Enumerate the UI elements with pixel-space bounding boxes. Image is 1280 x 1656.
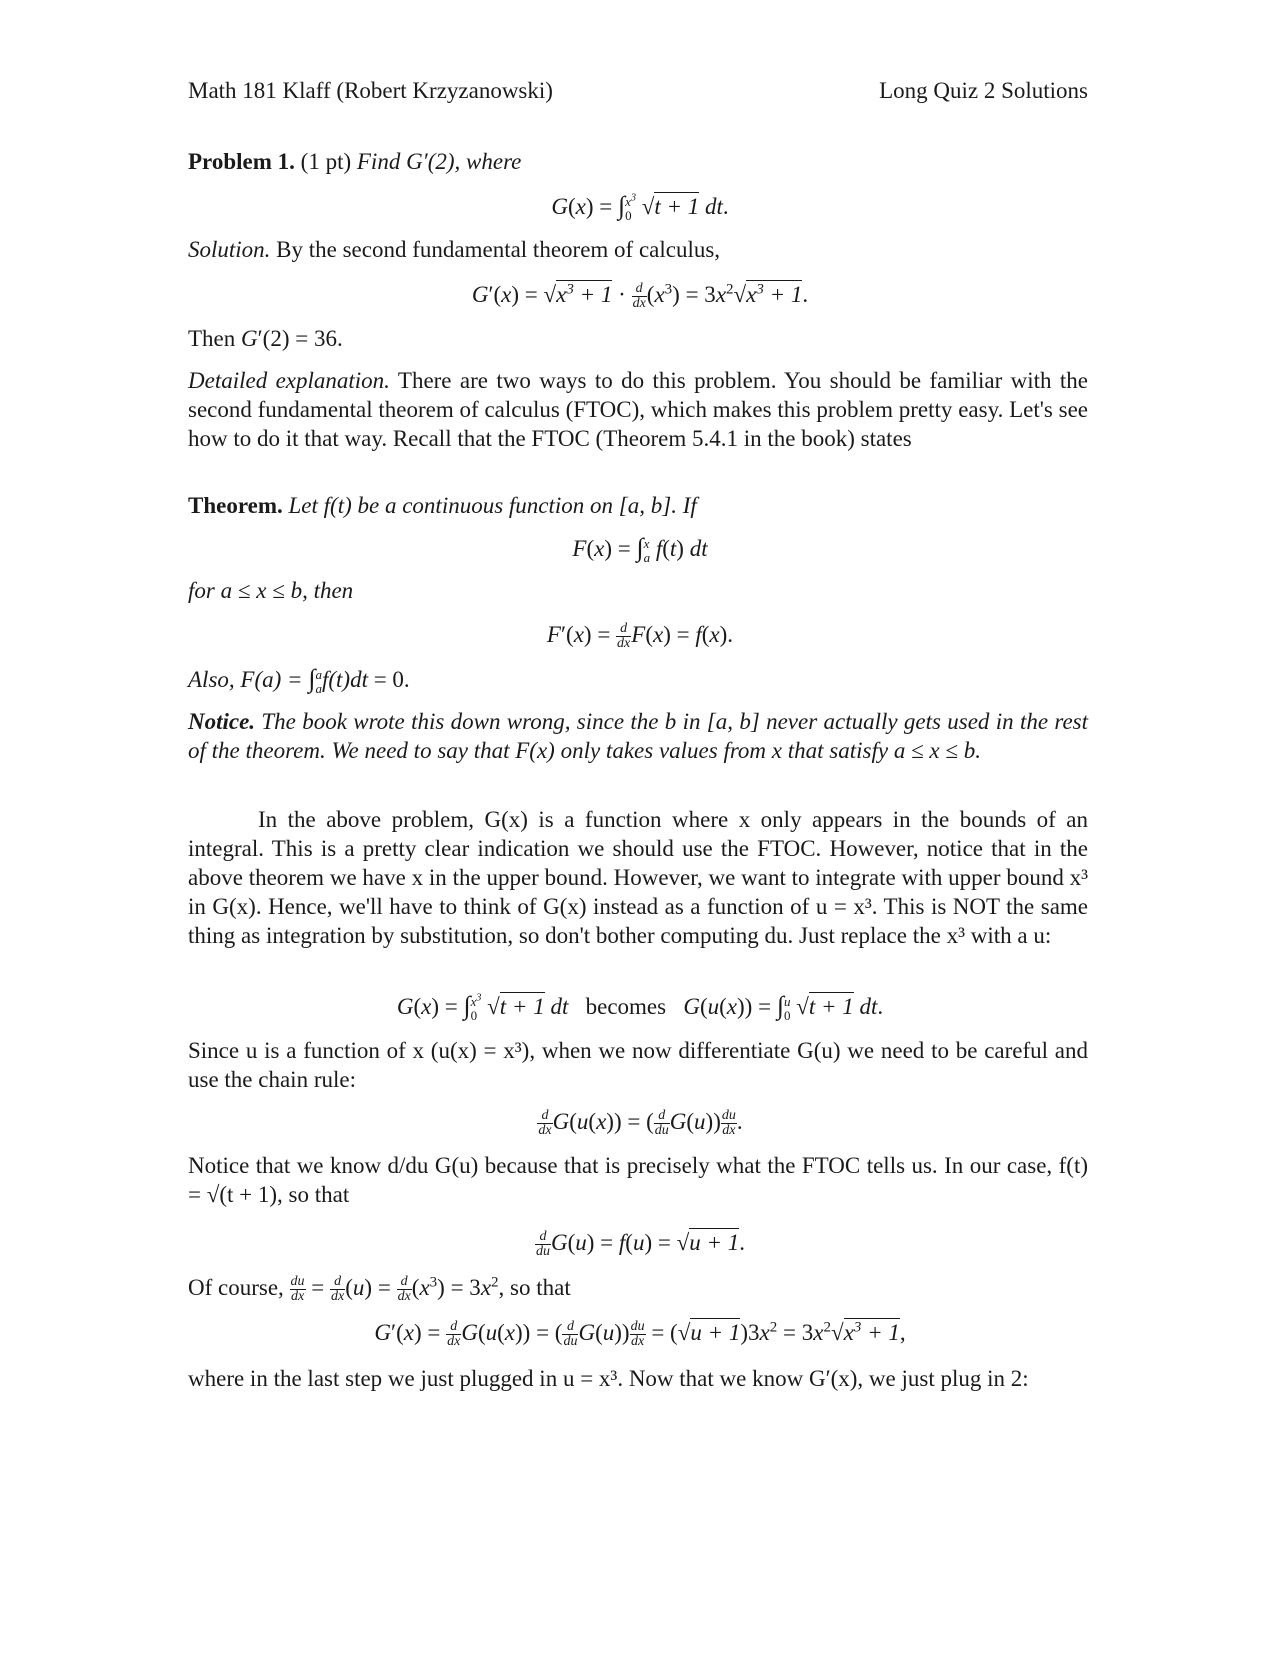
notice-paragraph — [188, 707, 1088, 765]
solution-equation: $G'(x) = √x^3 + 1$ · $\frac{d}{dx}$ $(x^3) = 3x^2√x^3 + 1$. — [471, 281, 809, 312]
body-paragraph-4: Of course, $\frac{du}{dx}$ = $\frac{d}{dx}$ (u) = $\frac{d}{dx}$ $(x^3) = 3x^2$, so that — [188, 1274, 571, 1305]
problem-label: Problem 1. — [188, 149, 295, 174]
theorem-also: Also, F(a) = ∫a af(t)dt = 0. — [188, 664, 410, 696]
notice-label: Notice. — [188, 709, 256, 734]
problem-prompt: Find G′(2), where — [356, 149, 522, 174]
solution-result: Then G′(2) = 36. — [188, 326, 343, 351]
problem-equation: $G(x) = \int x^3$ 0 √t + 1 dt. — [551, 191, 729, 223]
theorem-condition: for a ≤ x ≤ b, then — [188, 578, 354, 603]
theorem-equation-2: F′(x) = $\frac{d}{dx}$ F(x) = f(x). — [546, 621, 734, 652]
body-equation-2: $\frac{d}{dx}$ G(u(x)) = ( $\frac{d}{du}$ G(u)) $\frac{du}{dx}$ . — [538, 1108, 743, 1139]
body-paragraph-3: Notice that we know d/du G(u) because that is precisely what the FTOC tells us. In our case, f(t) = √(t + 1), so that — [188, 1153, 1088, 1207]
solution-intro — [188, 235, 1088, 264]
body-equation-1: $G(x) = \int x^3$ 0 √t + 1 dt becomes G(u(x)) = ∫u 0 √t + 1 dt. — [396, 991, 884, 1023]
body-paragraph-2: Since u is a function of x (u(x) = x³), when we now differentiate G(u) we need to be careful and use the chain rule: — [188, 1038, 1088, 1092]
theorem-statement: Theorem. Let f(t) be a continuous function on [a, b]. If — [188, 493, 697, 518]
theorem-equation-1: F(x) = ∫x a f(t) dt — [572, 533, 708, 565]
explanation-paragraph — [188, 366, 1088, 453]
theorem-label: Theorem. — [188, 493, 283, 518]
notice-text: The book wrote this down wrong, since the b in [a, b] never actually gets used in the rest of the theorem. We need to say that F(x) only takes values from x that satisfy a ≤ x ≤ b. — [188, 709, 1088, 763]
explanation-text: There are two ways to do this problem. You should be familiar with the second fundamental theorem of calculus (FTOC), which makes this problem pretty easy. Let's see how to do it that way. Recall that the FTOC (Theorem 5.4.1 in the book) states — [188, 368, 1089, 451]
body-equation-4: G′(x) = $\frac{d}{dx}$ G(u(x)) = ( $\frac{d}{du}$ G(u)) $\frac{du}{dx}$ = $(√u + 1)3x^2 = 3x^2√x^3 + 1$, — [374, 1319, 906, 1350]
header-course: Math 181 Klaff (Robert Krzyzanowski) — [188, 78, 553, 103]
body-paragraph-1: In the above problem, G(x) is a function where x only appears in the bounds of an integral. This is a pretty clear indication we should use the FTOC. However, notice that in the above theorem we have x in the upper bound. However, we want to integrate with upper bound x³ in G(x). Hence, we'll have to think of G(x) instead as a function of u = x³. This is NOT the same thing as integration by substitution, so don't bother computing du. Just replace the x³ with a u: — [188, 807, 1088, 948]
body-paragraph-5: where in the last step we just plugged in u = x³. Now that we know G′(x), we just plug in 2: — [188, 1366, 1029, 1391]
body-equation-3: $\frac{d}{du}$ G(u) = f(u) = √u + 1. — [535, 1229, 746, 1260]
problem-points: (1 pt) — [300, 149, 352, 174]
problem-statement — [188, 147, 1088, 176]
solution-text: By the second fundamental theorem of calculus, — [276, 237, 721, 262]
becomes-word: becomes — [585, 994, 667, 1019]
solution-label: Solution. — [188, 237, 271, 262]
header-title: Long Quiz 2 Solutions — [879, 78, 1088, 103]
explanation-label: Detailed explanation. — [188, 368, 390, 393]
